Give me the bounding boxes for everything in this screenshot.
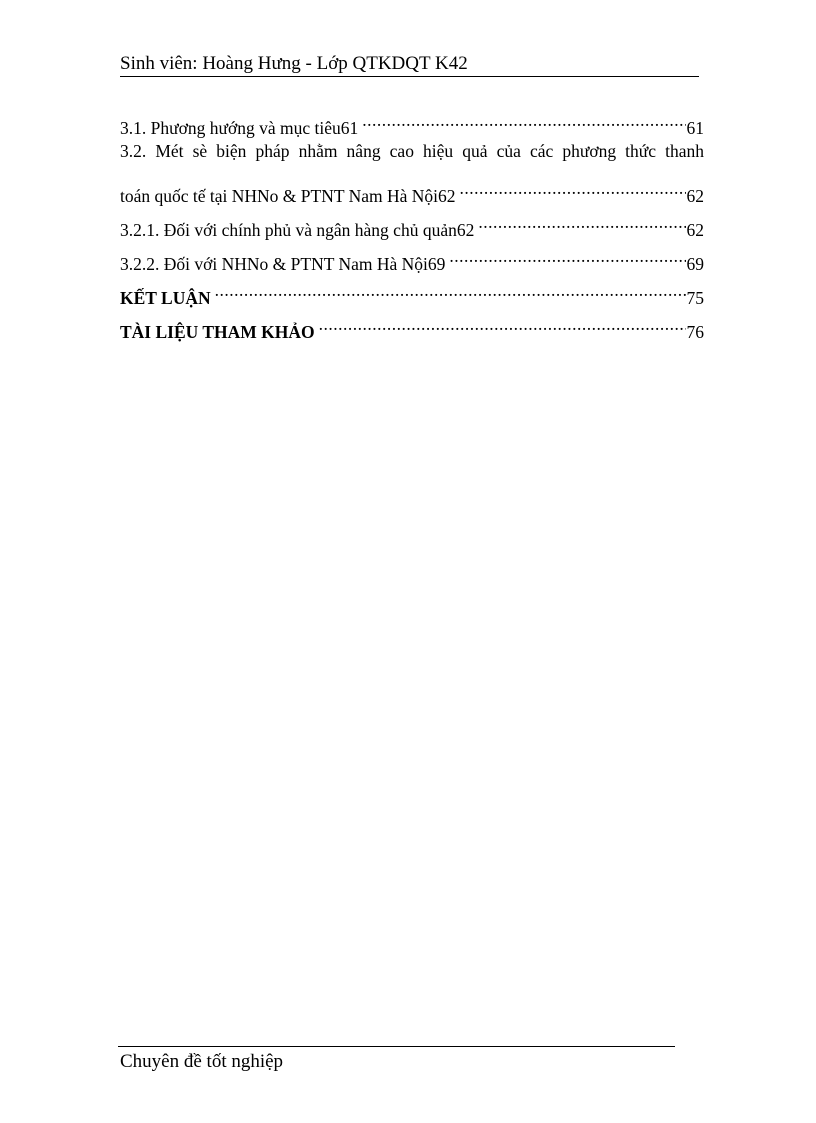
toc-entry-3-1	[120, 100, 704, 138]
toc-entry-title: 3.1. Phương hướng và mục tiêu61	[120, 118, 359, 138]
dot-leader	[460, 168, 686, 202]
toc-entry-3-2-line1: 3.2. Mét sè biện pháp nhằm nâng cao hiệu quả của các phương thức thanh	[120, 141, 704, 161]
toc-entry-title: TÀI LIỆU THAM KHẢO	[120, 322, 315, 342]
page-footer: Chuyên đề tốt nghiệp	[120, 1051, 284, 1072]
toc-entry-title: 3.2.1. Đối với chính phủ và ngân hàng chủ quản62	[120, 220, 475, 240]
dot-leader	[215, 270, 686, 304]
toc-entry-3-2-1	[120, 202, 704, 240]
toc-entry-page: 62	[686, 186, 704, 206]
toc-entry-page: 75	[686, 288, 704, 308]
toc-entry-3-2-2	[120, 236, 704, 274]
dot-leader	[319, 304, 686, 338]
footer-divider	[118, 1046, 675, 1047]
dot-leader	[478, 202, 685, 236]
toc-entry-page: 76	[686, 322, 704, 342]
table-of-contents	[120, 100, 704, 342]
page-header	[120, 52, 699, 77]
toc-entry-page: 61	[686, 118, 704, 138]
dot-leader	[362, 100, 685, 134]
toc-entry-page: 62	[686, 220, 704, 240]
toc-entry-title: KẾT LUẬN	[120, 288, 211, 308]
header-text: Sinh viên: Hoàng Hưng - Lớp QTKDQT K42	[120, 53, 468, 74]
toc-entry-page: 69	[686, 254, 704, 274]
toc-entry-references	[120, 304, 704, 342]
toc-entry-3-2	[120, 168, 704, 206]
toc-entry-conclusion	[120, 270, 704, 308]
toc-entry-title: toán quốc tế tại NHNo & PTNT Nam Hà Nội62	[120, 186, 456, 206]
toc-entry-title: 3.2.2. Đối với NHNo & PTNT Nam Hà Nội69	[120, 254, 446, 274]
dot-leader	[449, 236, 685, 270]
